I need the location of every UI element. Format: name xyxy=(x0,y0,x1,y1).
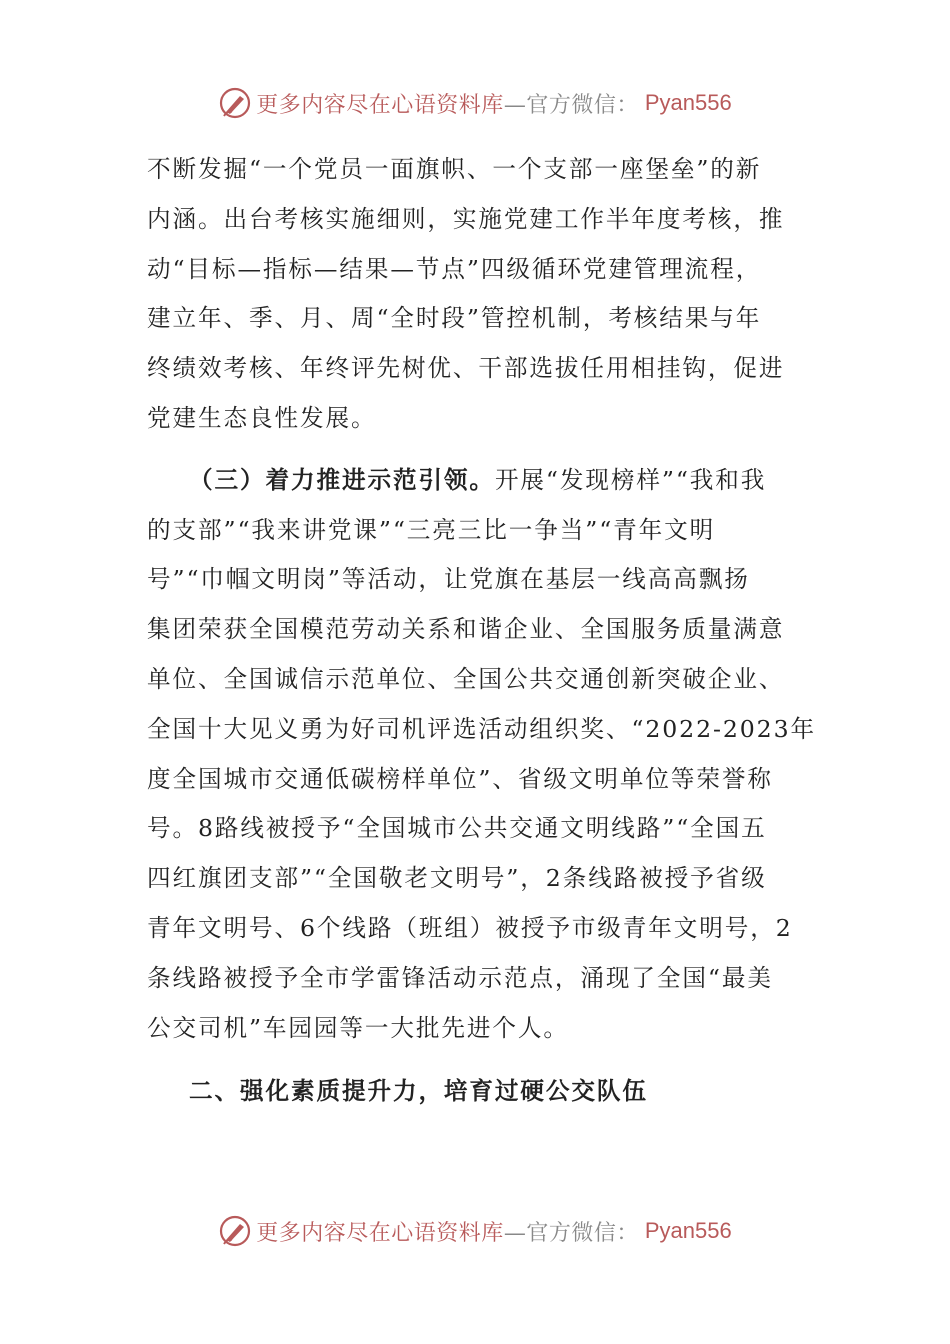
section-heading: 二、强化素质提升力，培育过硬公交队伍 xyxy=(189,1077,648,1106)
text-line: 建立年、季、月、周“全时段”管控机制，考核结果与年 xyxy=(147,304,762,333)
text-line: 条线路被授予全市学雷锋活动示范点，涌现了全国“最美 xyxy=(147,963,773,992)
text-line: 单位、全国诚信示范单位、全国公共交通创新突破企业、 xyxy=(147,664,785,693)
watermark-wechat-id: Pyan556 xyxy=(644,90,732,115)
text-span: 开展“发现榜样”“我和我 xyxy=(494,465,767,494)
body-text xyxy=(147,145,816,1117)
text-line: 公交司机”车园园等一大批先进个人。 xyxy=(147,1013,569,1042)
text-line: 的支部”“我来讲党课”“三亮三比一争当”“青年文明 xyxy=(147,515,716,544)
watermark-header xyxy=(0,81,950,125)
paragraph-1 xyxy=(147,145,807,444)
watermark-main-text: 更多内容尽在心语资料库 xyxy=(256,1220,504,1246)
paragraph-2 xyxy=(147,456,816,1054)
pen-logo-icon xyxy=(218,86,252,120)
watermark-wechat-id: Pyan556 xyxy=(644,1218,732,1243)
text-line: 集团荣获全国模范劳动关系和谐企业、全国服务质量满意 xyxy=(147,615,785,644)
text-line: 不断发掘“一个党员一面旗帜、一个支部一座堡垒”的新 xyxy=(147,155,762,183)
text-line xyxy=(147,456,807,506)
text-line: 青年文明号、6个线路（班组）被授予市级青年文明号，2 xyxy=(147,913,793,942)
text-line: 全国十大见义勇为好司机评选活动组织奖、“2022-2023年 xyxy=(147,714,816,743)
text-line: 党建生态良性发展。 xyxy=(147,403,377,432)
text-line: 内涵。出台考核实施细则，实施党建工作半年度考核，推 xyxy=(147,204,785,233)
text-line: 号”“巾帼文明岗”等活动，让党旗在基层一线高高飘扬 xyxy=(147,565,750,594)
text-line: 四红旗团支部”“全国敬老文明号”，2条线路被授予省级 xyxy=(147,864,767,893)
watermark-footer xyxy=(0,1209,950,1253)
watermark-separator-text: —官方微信： xyxy=(503,1220,639,1246)
watermark-separator-text: —官方微信： xyxy=(503,92,639,118)
section-subheading: （三）着力推进示范引领。 xyxy=(189,465,495,494)
pen-logo-icon xyxy=(218,1214,252,1248)
text-line: 动“目标—指标—结果—节点”四级循环党建管理流程， xyxy=(147,254,762,283)
text-line: 终绩效考核、年终评先树优、干部选拔任用相挂钩，促进 xyxy=(147,354,785,383)
watermark-main-text: 更多内容尽在心语资料库 xyxy=(256,92,504,118)
text-line: 度全国城市交通低碳榜样单位”、省级文明单位等荣誉称 xyxy=(147,764,773,793)
text-line: 号。8路线被授予“全国城市公共交通文明线路”“全国五 xyxy=(147,814,767,843)
